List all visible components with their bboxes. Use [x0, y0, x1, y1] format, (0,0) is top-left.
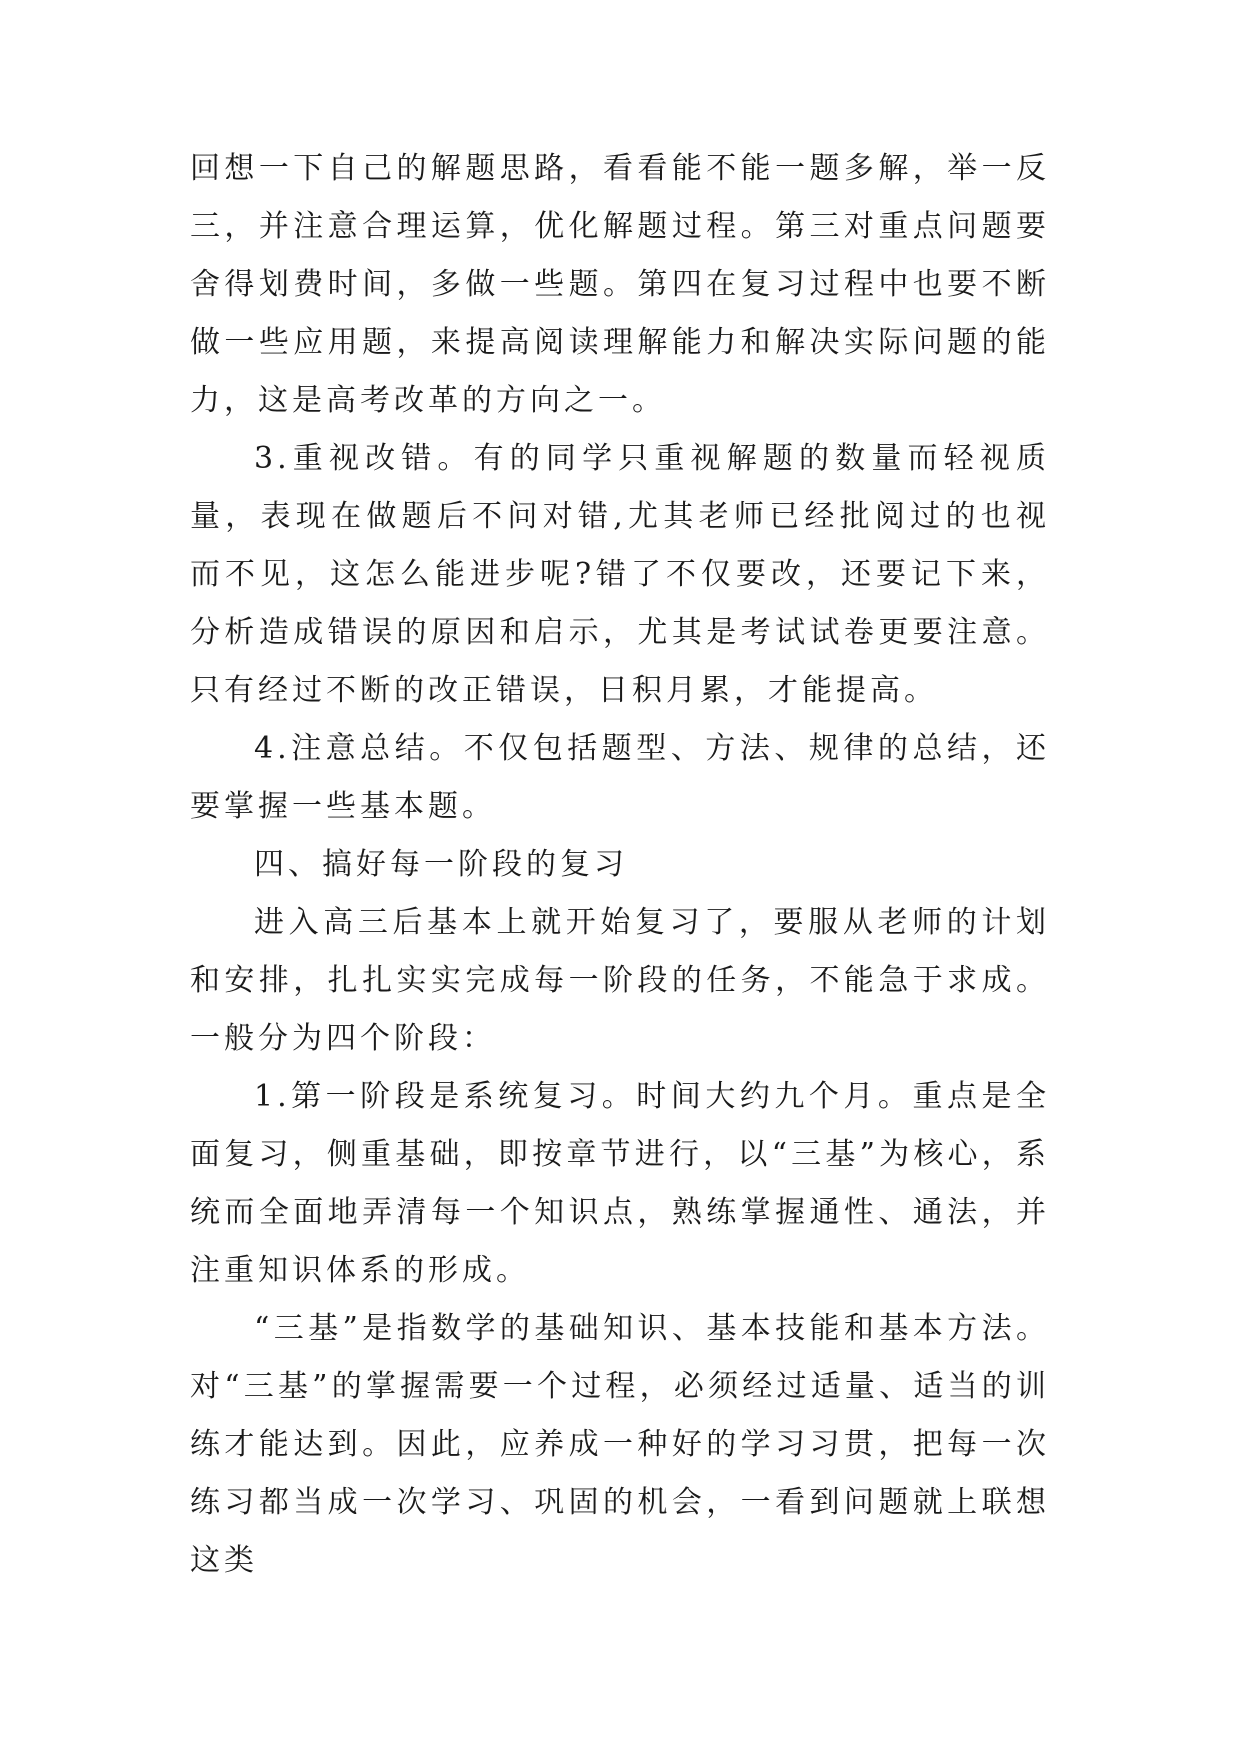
paragraph-2: 3.重视改错。有的同学只重视解题的数量而轻视质量，表现在做题后不问对错,尤其老师已经批阅过的也视而不见，这怎么能进步呢?错了不仅要改，还要记下来，分析造成错误的原因和启示，尤其是考试试卷更要注意。只有经过不断的改正错误，日积月累，才能提高。 — [190, 441, 1050, 708]
paragraph-3: 4.注意总结。不仅包括题型、方法、规律的总结，还要掌握一些基本题。 — [190, 731, 1050, 824]
paragraph-5: 进入高三后基本上就开始复习了，要服从老师的计划和安排，扎扎实实完成每一阶段的任务，不能急于求成。一般分为四个阶段： — [190, 905, 1050, 1056]
paragraph-6: 1.第一阶段是系统复习。时间大约九个月。重点是全面复习，侧重基础，即按章节进行，以“三基”为核心，系统而全面地弄清每一个知识点，熟练掌握通性、通法，并注重知识体系的形成。 — [190, 1079, 1050, 1288]
section-heading: 四、搞好每一阶段的复习 — [254, 847, 628, 882]
document-page — [190, 140, 1050, 1590]
paragraph-1: 回想一下自己的解题思路，看看能不能一题多解，举一反三，并注意合理运算，优化解题过程。第三对重点问题要舍得划费时间，多做一些题。第四在复习过程中也要不断做一些应用题，来提高阅读理解能力和解决实际问题的能力，这是高考改革的方向之一。 — [190, 151, 1050, 418]
paragraph-7: “三基”是指数学的基础知识、基本技能和基本方法。对“三基”的掌握需要一个过程，必须经过适量、适当的训练才能达到。因此，应养成一种好的学习习贯，把每一次练习都当成一次学习、巩固的机会，一看到问题就上联想这类 — [190, 1311, 1050, 1578]
